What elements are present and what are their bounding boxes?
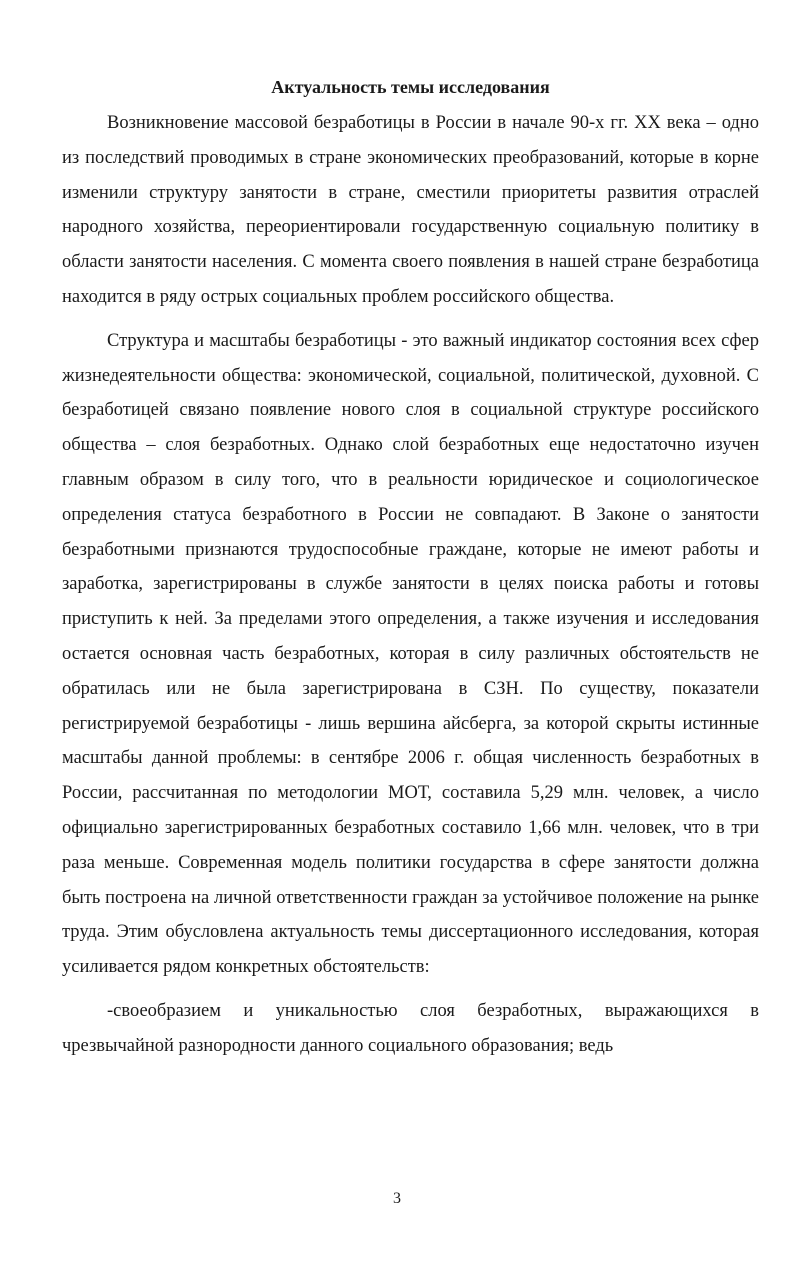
paragraph-structure: Структура и масштабы безработицы - это важный индикатор состояния всех сфер жизнедеятельности общества: экономической, социальной, политической, духовной. С безработицей связано появление нового слоя в социальной структуре российского общества – слоя безработных. Однако слой безработных еще недостаточно изучен главным образом в силу того, что в реальности юридическое и социологическое определения статуса безработного в России не совпадают. В Законе о занятости безработными признаются трудоспособные граждане, которые не имеют работы и заработка, зарегистрированы в службе занятости в целях поиска работы и готовы приступить к ней. За пределами этого определения, а также изучения и исследования остается основная часть безработных, которая в силу различных обстоятельств не обратилась или не была зарегистрирована в СЗН. По существу, показатели регистрируемой безработицы - лишь вершина айсберга, за которой скрыты истинные масштабы данной проблемы: в сентябре 2006 г. общая численность безработных в России, рассчитанная по методологии МОТ, составила 5,29 млн. человек, а число официально зарегистрированных безработных составило 1,66 млн. человек, что в три раза меньше. Современная модель политики государства в сфере занятости должна быть построена на личной ответственности граждан за устойчивое положение на рынке труда. Этим обусловлена актуальность темы диссертационного исследования, которая усиливается рядом конкретных обстоятельств: [62,330,759,978]
page-number: 3 [393,1190,401,1207]
section-title: Актуальность темы исследования [271,77,550,97]
paragraph-intro: Возникновение массовой безработицы в России в начале 90-х гг. XX века – одно из последствий проводимых в стране экономических преобразований, которые в корне изменили структуру занятости в стране, сместили приоритеты развития отраслей народного хозяйства, переориентировали государственную социальную политику в области занятости населения. С момента своего появления в нашей стране безработица находится в ряду острых социальных проблем российского общества. [62,113,759,307]
paragraph-list-item: -своеобразием и уникальностью слоя безработных, выражающихся в чрезвычайной разнородности данного социального образования; ведь [62,1000,759,1056]
document-page [62,72,759,1064]
